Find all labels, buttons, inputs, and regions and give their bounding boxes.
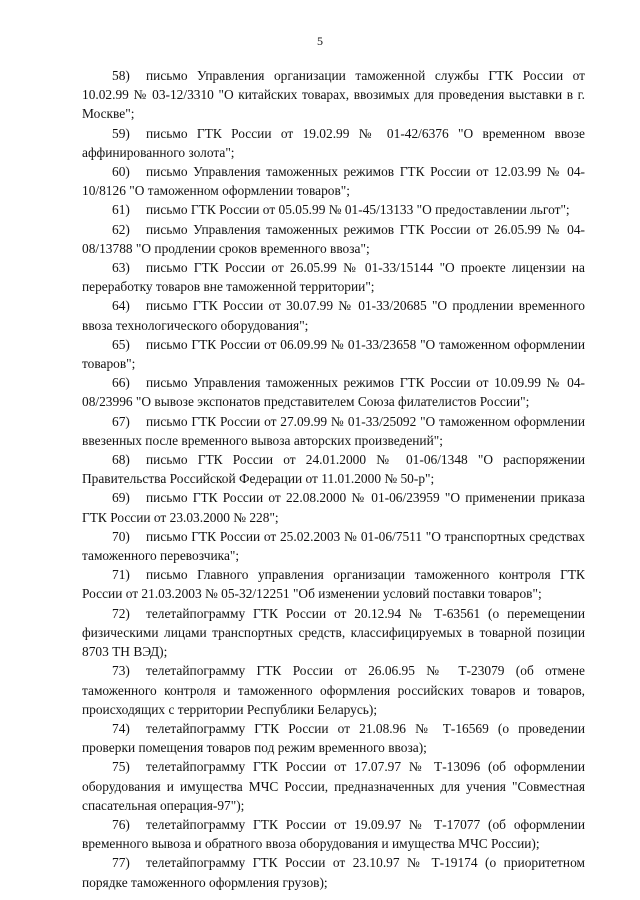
list-item-text: письмо ГТК России от 24.01.2000 № 01-06/1348 "О распоряжении Правительства Российской Федерации от 11.01.2000 № 50-р"; [82,452,585,487]
list-item [82,853,585,891]
list-item [82,565,585,603]
list-item-number: 59) [112,125,130,141]
list-item-number: 58) [112,68,130,83]
list-item [82,220,585,258]
list-item-number: 67) [112,413,130,429]
list-item-number: 77) [112,855,130,871]
list-item [82,335,585,373]
list-item-text: письмо ГТК России от 19.02.99 № 01-42/6376 "О временном ввозе аффинированного золота"; [82,125,585,160]
list-item-number: 73) [112,663,130,679]
list-item-text: письмо Управления таможенных режимов ГТК России от 10.09.99 № 04-08/23996 "О вывозе экспонатов представителем Союза филателистов России"; [82,375,585,410]
list-item-number: 64) [112,298,130,314]
list-item-number: 71) [112,567,130,583]
list-item-text: телетайпограмму ГТК России от 26.06.95 № Т-23079 (об отмене таможенного контроля и таможенного оформления российских товаров и товаров, происходящих с территории Республики Беларусь); [82,663,585,717]
list-item [82,815,585,853]
list-item-text: письмо Управления таможенных режимов ГТК России от 12.03.99 № 04-10/8126 "О таможенном оформлении товаров"; [82,164,585,199]
list-item-text: телетайпограмму ГТК России от 17.07.97 № Т-13096 (об оформлении оборудования и имущества МЧС России, предназначенных для учения "Совместная спасательная операция-97"); [82,759,585,813]
list-item-text: письмо ГТК России от 27.09.99 № 01-33/25092 "О таможенном оформлении ввезенных после временного вывоза авторских произведений"; [82,413,585,448]
list-item [82,488,585,526]
list-item [82,162,585,200]
list-item-text: письмо Главного управления организации таможенного контроля ГТК России от 21.03.2003 № 05-32/12251 "Об изменении условий поставки товаров"; [82,567,585,602]
page-number: 5 [317,34,323,48]
list-item-number: 76) [112,816,130,832]
list-item [82,296,585,334]
list-item-number: 60) [112,164,130,180]
list-item-number: 65) [112,336,130,352]
list-item-text: телетайпограмму ГТК России от 19.09.97 № Т-17077 (об оформлении временного вывоза и обратного ввоза оборудования и имущества МЧС России); [82,816,585,852]
list-item-text: письмо ГТК России от 26.05.99 № 01-33/15144 "О проекте лицензии на переработку товаров вне таможенной территории"; [82,260,585,295]
list-item-number: 69) [112,490,130,506]
list-item-text: письмо ГТК России от 22.08.2000 № 01-06/23959 "О применении приказа ГТК России от 23.03.2000 № 228"; [82,490,585,525]
list-item-number: 61) [112,202,130,218]
list-item-number: 70) [112,528,130,544]
list-item-text: письмо ГТК России от 25.02.2003 № 01-06/7511 "О транспортных средствах таможенного перевозчика"; [82,528,585,564]
list-item-text: письмо ГТК России от 05.05.99 № 01-45/13133 "О предоставлении льгот"; [146,202,570,218]
list-item-number: 62) [112,221,130,237]
list-item [82,719,585,757]
list-item [82,258,585,296]
list-item-text: письмо Управления таможенных режимов ГТК России от 26.05.99 № 04-08/13788 "О продлении сроков временного ввоза"; [82,221,585,256]
list-item-text: телетайпограмму ГТК России от 23.10.97 № Т-19174 (о приоритетном порядке таможенного оформления грузов); [82,855,585,890]
list-item-text: письмо ГТК России от 30.07.99 № 01-33/20685 "О продлении временного ввоза технологического оборудования"; [82,298,585,333]
list-item-text: телетайпограмму ГТК России от 21.08.96 № Т-16569 (о проведении проверки помещения товаров под режим временного ввоза); [82,720,585,756]
list-item-text: телетайпограмму ГТК России от 20.12.94 № Т-63561 (о перемещении физическими лицами транспортных средств, классифицируемых в товарной позиции 8703 ТН ВЭД); [82,605,585,660]
list-item-text: письмо Управления организации таможенной службы ГТК России от 10.02.99 № 03-12/3310 "О китайских товарах, ввозимых для проведения выставки в г. Москве"; [82,68,585,122]
list-item [82,66,585,124]
list-item [82,661,585,719]
list-item [82,527,585,565]
list-item-number: 63) [112,260,130,276]
list-item-number: 75) [112,759,130,775]
list-item [82,200,585,219]
document-body [82,66,585,892]
list-item [82,604,585,662]
list-item [82,373,585,411]
list-item-number: 74) [112,720,130,736]
list-item-text: письмо ГТК России от 06.09.99 № 01-33/23658 "О таможенном оформлении товаров"; [82,336,585,372]
list-item-number: 68) [112,452,130,468]
list-item [82,450,585,488]
list-item-number: 66) [112,375,130,391]
list-item-number: 72) [112,605,130,621]
list-item [82,757,585,815]
list-item [82,124,585,162]
list-item [82,412,585,450]
